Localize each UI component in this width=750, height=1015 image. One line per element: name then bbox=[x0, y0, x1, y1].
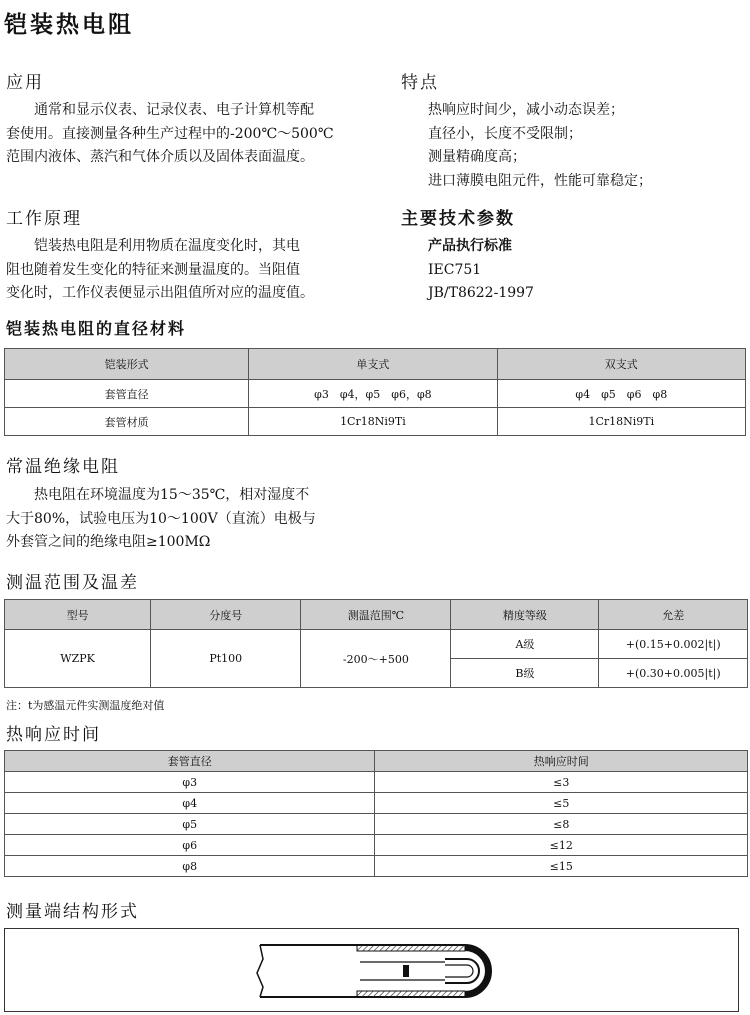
principle-line: 阻也随着发生变化的特征来测量温度的。当阻值 bbox=[6, 261, 300, 278]
table-cell: φ5 bbox=[5, 814, 375, 835]
model-cell: WZPK bbox=[5, 630, 151, 688]
table-row bbox=[5, 408, 746, 436]
application-line: 套使用。直接测量各种生产过程中的-200℃～500℃ bbox=[6, 125, 334, 142]
table-row bbox=[5, 380, 746, 408]
column-header: 型号 bbox=[5, 600, 151, 630]
tolerance-cell: +(0.15+0.002|t|) bbox=[599, 630, 748, 659]
feature-item: 直径小，长度不受限制； bbox=[428, 125, 582, 142]
sensor-tip-diagram bbox=[5, 929, 738, 1011]
application-line: 范围内液体、蒸汽和气体介质以及固体表面温度。 bbox=[6, 149, 314, 165]
standard-item: IEC751 bbox=[428, 261, 482, 278]
features-list bbox=[428, 99, 652, 193]
table-cell: ≤8 bbox=[375, 814, 748, 835]
table-cell: 套管直径 bbox=[5, 380, 249, 408]
tolerance-cell: +(0.30+0.005|t|) bbox=[599, 659, 748, 688]
standard-item: JB/T8622-1997 bbox=[428, 285, 534, 301]
table-row bbox=[5, 793, 748, 814]
table-row bbox=[5, 835, 748, 856]
principle-heading: 工作原理 bbox=[6, 209, 82, 229]
column-header: 精度等级 bbox=[451, 600, 599, 630]
sheath-outline bbox=[260, 945, 491, 997]
table-cell: φ4 bbox=[5, 793, 375, 814]
table-cell: 1Cr18Ni9Ti bbox=[249, 408, 497, 436]
principle-line: 变化时，工作仪表便显示出阻值所对应的温度值。 bbox=[6, 285, 314, 301]
sensing-element-inner bbox=[445, 965, 473, 977]
grade-cell: A级 bbox=[451, 630, 599, 659]
column-header: 单支式 bbox=[249, 349, 497, 380]
table-cell: 1Cr18Ni9Ti bbox=[497, 408, 745, 436]
table-cell: φ3 bbox=[5, 772, 375, 793]
table-cell: φ4 φ5 φ6 φ8 bbox=[497, 380, 745, 408]
table-row bbox=[5, 630, 748, 659]
sheath-wall-bottom bbox=[357, 991, 465, 997]
standard-label: 产品执行标准 bbox=[428, 238, 512, 254]
column-header: 双支式 bbox=[497, 349, 745, 380]
column-header: 套管直径 bbox=[5, 751, 375, 772]
break-line bbox=[257, 945, 263, 997]
params-heading: 主要技术参数 bbox=[401, 209, 515, 229]
application-line: 通常和显示仪表、记录仪表、电子计算机等配 bbox=[34, 102, 314, 118]
table-cell: ≤5 bbox=[375, 793, 748, 814]
feature-item: 热响应时间少，减小动态误差； bbox=[428, 102, 624, 118]
application-heading: 应用 bbox=[6, 73, 44, 93]
table-cell: φ3 φ4，φ5 φ6，φ8 bbox=[249, 380, 497, 408]
column-header: 测温范围℃ bbox=[301, 600, 451, 630]
filler-block bbox=[403, 965, 409, 977]
table-cell: ≤12 bbox=[375, 835, 748, 856]
sheath-wall-top bbox=[357, 945, 465, 951]
table-header-row bbox=[5, 751, 748, 772]
diameter-material-table bbox=[4, 348, 746, 436]
feature-item: 进口薄膜电阻元件，性能可靠稳定； bbox=[428, 172, 652, 189]
table-cell: ≤15 bbox=[375, 856, 748, 877]
diameter-material-heading: 铠装热电阻的直径材料 bbox=[6, 319, 187, 338]
insulation-text bbox=[6, 484, 376, 555]
sensing-element bbox=[445, 959, 479, 983]
insulation-line: 大于80%，试验电压为10～100V（直流）电极与 bbox=[6, 510, 316, 527]
table-cell: ≤3 bbox=[375, 772, 748, 793]
table-cell: φ8 bbox=[5, 856, 375, 877]
feature-item: 测量精确度高； bbox=[428, 149, 526, 165]
table-cell: φ6 bbox=[5, 835, 375, 856]
table-row bbox=[5, 856, 748, 877]
range-heading: 测温范围及温差 bbox=[6, 573, 139, 593]
grade-cell: B级 bbox=[451, 659, 599, 688]
column-header: 铠装形式 bbox=[5, 349, 249, 380]
insulation-line: 外套管之间的绝缘电阻≥100MΩ bbox=[6, 534, 211, 550]
division-cell: Pt100 bbox=[151, 630, 301, 688]
temp-range-cell: -200～+500 bbox=[301, 630, 451, 688]
page-title: 铠装热电阻 bbox=[4, 12, 134, 38]
column-header: 热响应时间 bbox=[375, 751, 748, 772]
params-block bbox=[428, 235, 534, 306]
application-text bbox=[6, 99, 366, 170]
principle-text bbox=[6, 235, 376, 306]
column-header: 分度号 bbox=[151, 600, 301, 630]
table-header-row bbox=[5, 600, 748, 630]
structure-diagram-frame bbox=[4, 928, 739, 1012]
insulation-line: 热电阻在环境温度为15～35℃，相对湿度不 bbox=[34, 487, 310, 503]
range-note: 注：t为感温元件实测温度绝对值 bbox=[6, 699, 165, 712]
structure-heading: 测量端结构形式 bbox=[6, 902, 139, 922]
table-cell: 套管材质 bbox=[5, 408, 249, 436]
response-heading: 热响应时间 bbox=[6, 725, 101, 745]
range-table bbox=[4, 599, 748, 688]
insulation-heading: 常温绝缘电阻 bbox=[6, 457, 120, 477]
table-row bbox=[5, 772, 748, 793]
table-header-row bbox=[5, 349, 746, 380]
table-row bbox=[5, 814, 748, 835]
principle-line: 铠装热电阻是利用物质在温度变化时，其电 bbox=[34, 238, 300, 254]
response-table bbox=[4, 750, 748, 877]
column-header: 允差 bbox=[599, 600, 748, 630]
features-heading: 特点 bbox=[401, 73, 439, 93]
